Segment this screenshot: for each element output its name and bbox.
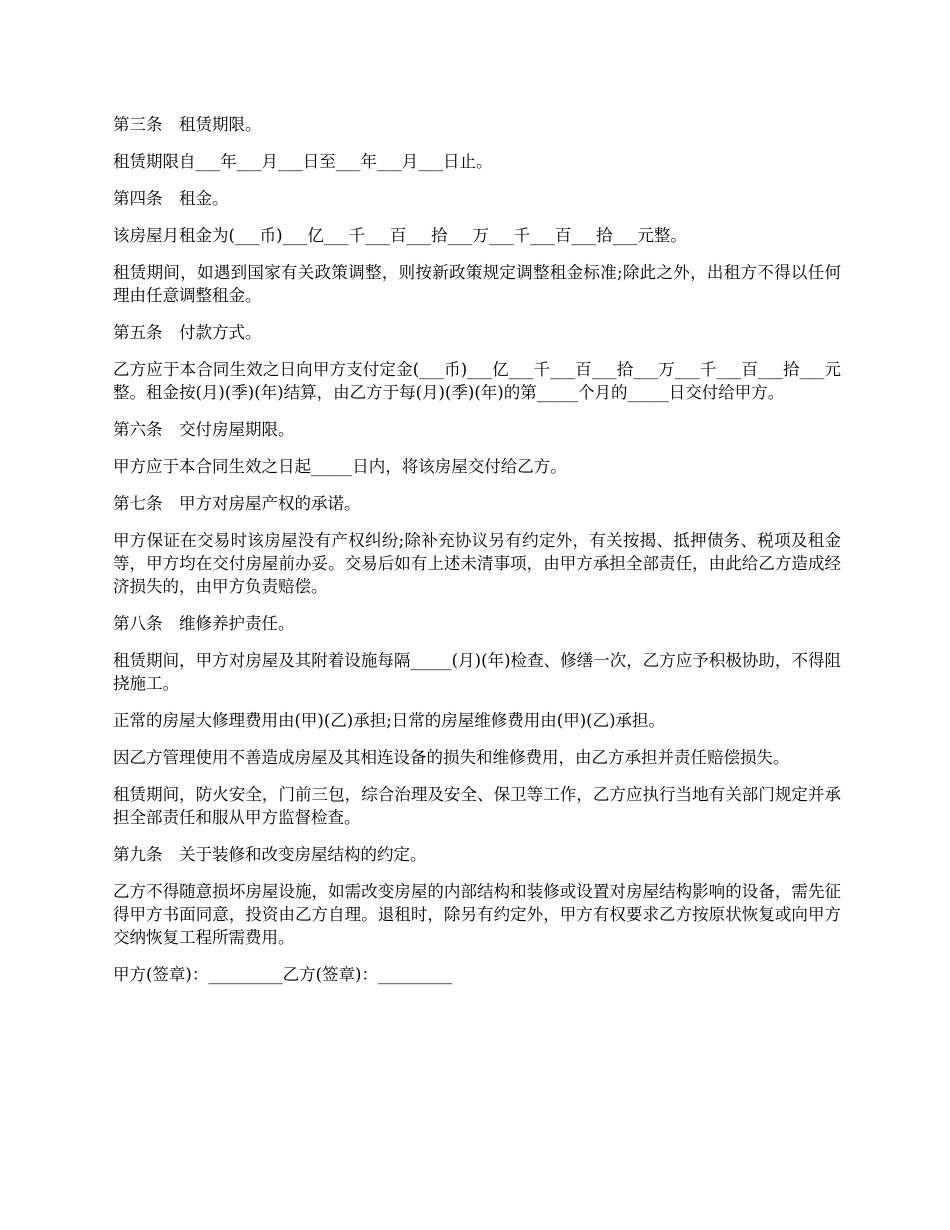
signature-line: 甲方(签章)：_________乙方(签章)：_________: [113, 965, 453, 984]
article-3-heading: 第三条 租赁期限。: [113, 115, 262, 134]
article-5-heading: 第五条 付款方式。: [113, 323, 262, 342]
article-4-adjustment: 租赁期间，如遇到国家有关政策调整，则按新政策规定调整租金标准;除此之外，出租方不得以任何理由任意调整租金。: [113, 263, 841, 305]
article-6-heading: 第六条 交付房屋期限。: [113, 420, 295, 439]
article-4-heading: 第四条 租金。: [113, 189, 229, 208]
article-6-delivery: 甲方应于本合同生效之日起_____日内，将该房屋交付给乙方。: [113, 457, 567, 476]
article-3-term: 租赁期限自___年___月___日至___年___月___日止。: [113, 152, 493, 171]
article-4-monthly-rent: 该房屋月租金为(___币)___亿___千___百___拾___万___千___百___拾___元整。: [113, 226, 687, 245]
article-5-payment: 乙方应于本合同生效之日向甲方支付定金(___币)___亿___千___百___拾___万___千___百___拾___元整。租金按(月)(季)(年)结算，由乙方于每(月)(季)(年)的第_____个月的_____日交付给甲方。: [113, 360, 841, 402]
article-7-heading: 第七条 甲方对房屋产权的承诺。: [113, 494, 361, 513]
article-8-inspection: 租赁期间，甲方对房屋及其附着设施每隔_____(月)(年)检查、修缮一次，乙方应予积极协助，不得阻挠施工。: [113, 651, 841, 693]
article-9-heading: 第九条 关于装修和改变房屋结构的约定。: [113, 845, 427, 864]
article-8-damage: 因乙方管理使用不善造成房屋及其相连设备的损失和维修费用，由乙方承担并责任赔偿损失。: [113, 748, 790, 767]
article-7-promise: 甲方保证在交易时该房屋没有产权纠纷;除补充协议另有约定外，有关按揭、抵押债务、税项及租金等，甲方均在交付房屋前办妥。交易后如有上述未清事项，由甲方承担全部责任，由此给乙方造成经济损失的，由甲方负责赔偿。: [113, 531, 841, 596]
article-8-repair-costs: 正常的房屋大修理费用由(甲)(乙)承担;日常的房屋维修费用由(甲)(乙)承担。: [113, 711, 666, 730]
article-9-renovation: 乙方不得随意损坏房屋设施，如需改变房屋的内部结构和装修或设置对房屋结构影响的设备，需先征得甲方书面同意，投资由乙方自理。退租时，除另有约定外，甲方有权要求乙方按原状恢复或向甲方交纳恢复工程所需费用。: [113, 882, 841, 947]
document-body: [113, 113, 841, 1000]
article-8-safety: 租赁期间，防火安全，门前三包，综合治理及安全、保卫等工作，乙方应执行当地有关部门规定并承担全部责任和服从甲方监督检查。: [113, 785, 841, 827]
article-8-heading: 第八条 维修养护责任。: [113, 614, 295, 633]
